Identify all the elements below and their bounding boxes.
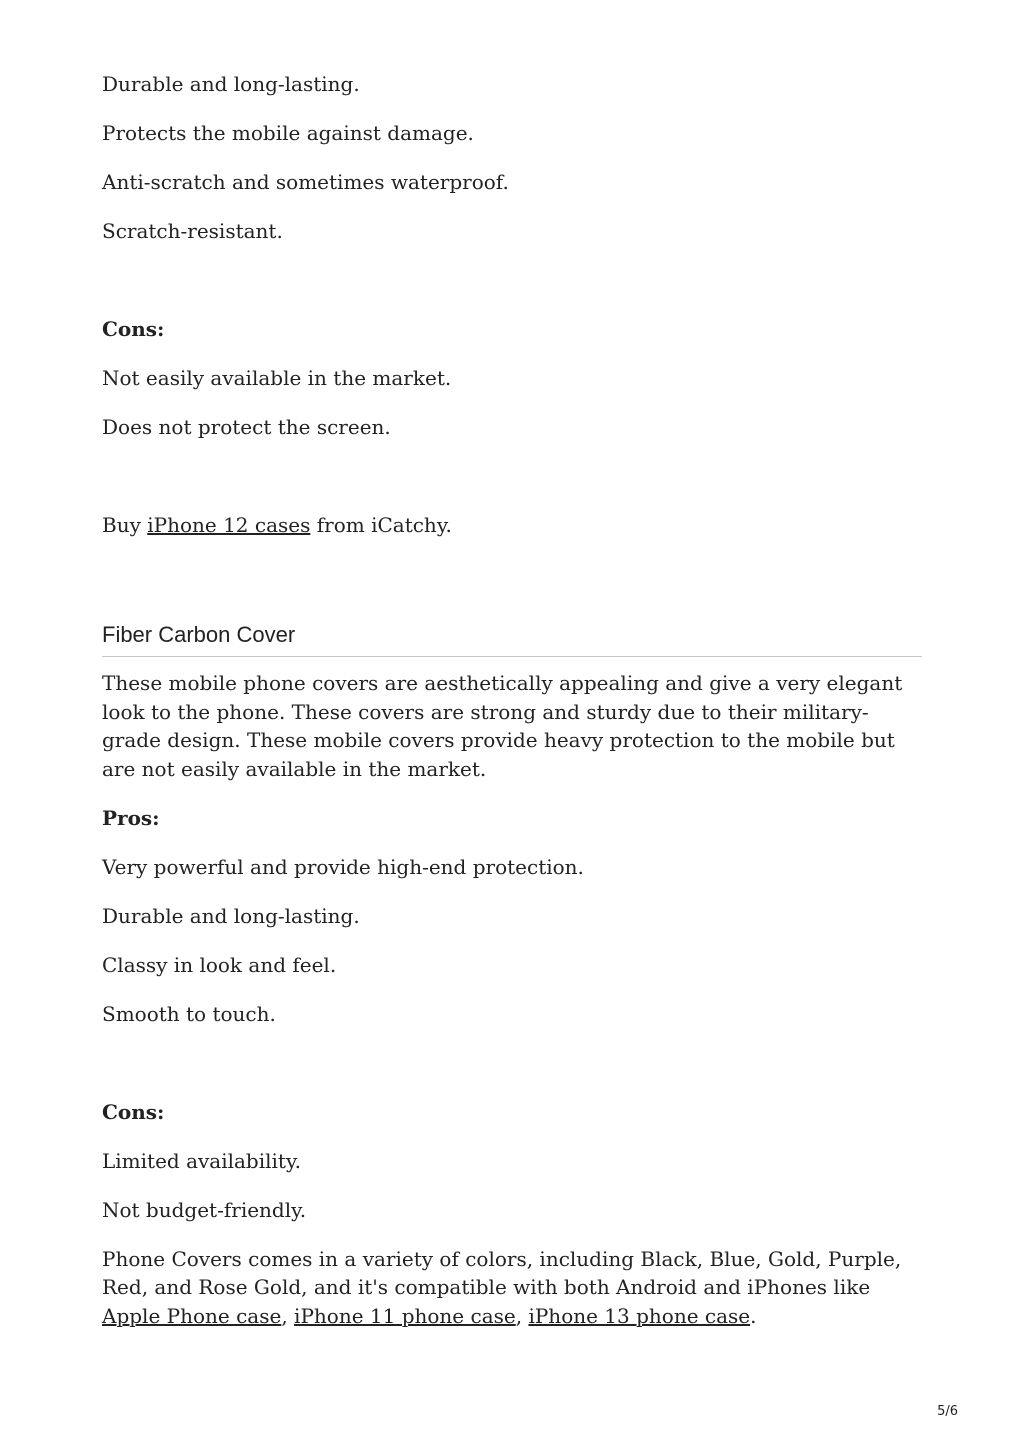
con-item: Not budget-friendly. — [102, 1197, 307, 1222]
pro-item: Durable and long-lasting. — [102, 903, 360, 928]
buy-suffix: from iCatchy. — [310, 513, 452, 537]
iphone-13-phone-case-link[interactable]: iPhone 13 phone case — [528, 1303, 751, 1328]
iphone-11-phone-case-link[interactable]: iPhone 11 phone case — [294, 1303, 516, 1328]
apple-phone-case-link[interactable]: Apple Phone case — [102, 1303, 282, 1328]
spacer — [102, 462, 922, 511]
con-item: Does not protect the screen. — [102, 415, 391, 439]
cons-label: Cons: — [102, 317, 165, 341]
pro-item: Anti-scratch and sometimes waterproof. — [102, 170, 509, 194]
separator: , — [281, 1303, 295, 1328]
separator: , — [515, 1303, 529, 1328]
spacer — [102, 1049, 922, 1098]
iphone-12-cases-link[interactable]: iPhone 12 cases — [147, 513, 311, 537]
buy-line — [102, 511, 922, 540]
pro-item: Classy in look and feel. — [102, 952, 337, 977]
pros-label: Pros: — [102, 805, 160, 830]
section-intro: These mobile phone covers are aesthetically appealing and give a very elegant look to the phone. These covers are strong and sturdy due to their military-grade design. These mobile covers provide heavy protection to the mobile but are not easily available in the market. — [102, 671, 903, 781]
buy-prefix: Buy — [102, 513, 148, 537]
closing-text: Phone Covers comes in a variety of colors, including Black, Blue, Gold, Purple, Red, and Rose Gold, and it's compatible with both Android and iPhones like — [102, 1246, 902, 1299]
cons-label: Cons: — [102, 1099, 165, 1124]
document-body — [102, 70, 922, 1351]
page-number: 5/6 — [937, 1404, 958, 1419]
spacer — [102, 560, 922, 622]
pro-item: Scratch-resistant. — [102, 219, 283, 243]
pro-item: Protects the mobile against damage. — [102, 121, 474, 145]
closing-end: . — [750, 1303, 757, 1328]
pro-item: Smooth to touch. — [102, 1001, 276, 1026]
pro-item: Durable and long-lasting. — [102, 72, 360, 96]
spacer — [102, 266, 922, 315]
con-item: Not easily available in the market. — [102, 366, 452, 390]
con-item: Limited availability. — [102, 1148, 301, 1173]
pro-item: Very powerful and provide high-end protection. — [102, 854, 584, 879]
closing-paragraph — [102, 1245, 922, 1331]
section-heading: Fiber Carbon Cover — [102, 622, 922, 657]
